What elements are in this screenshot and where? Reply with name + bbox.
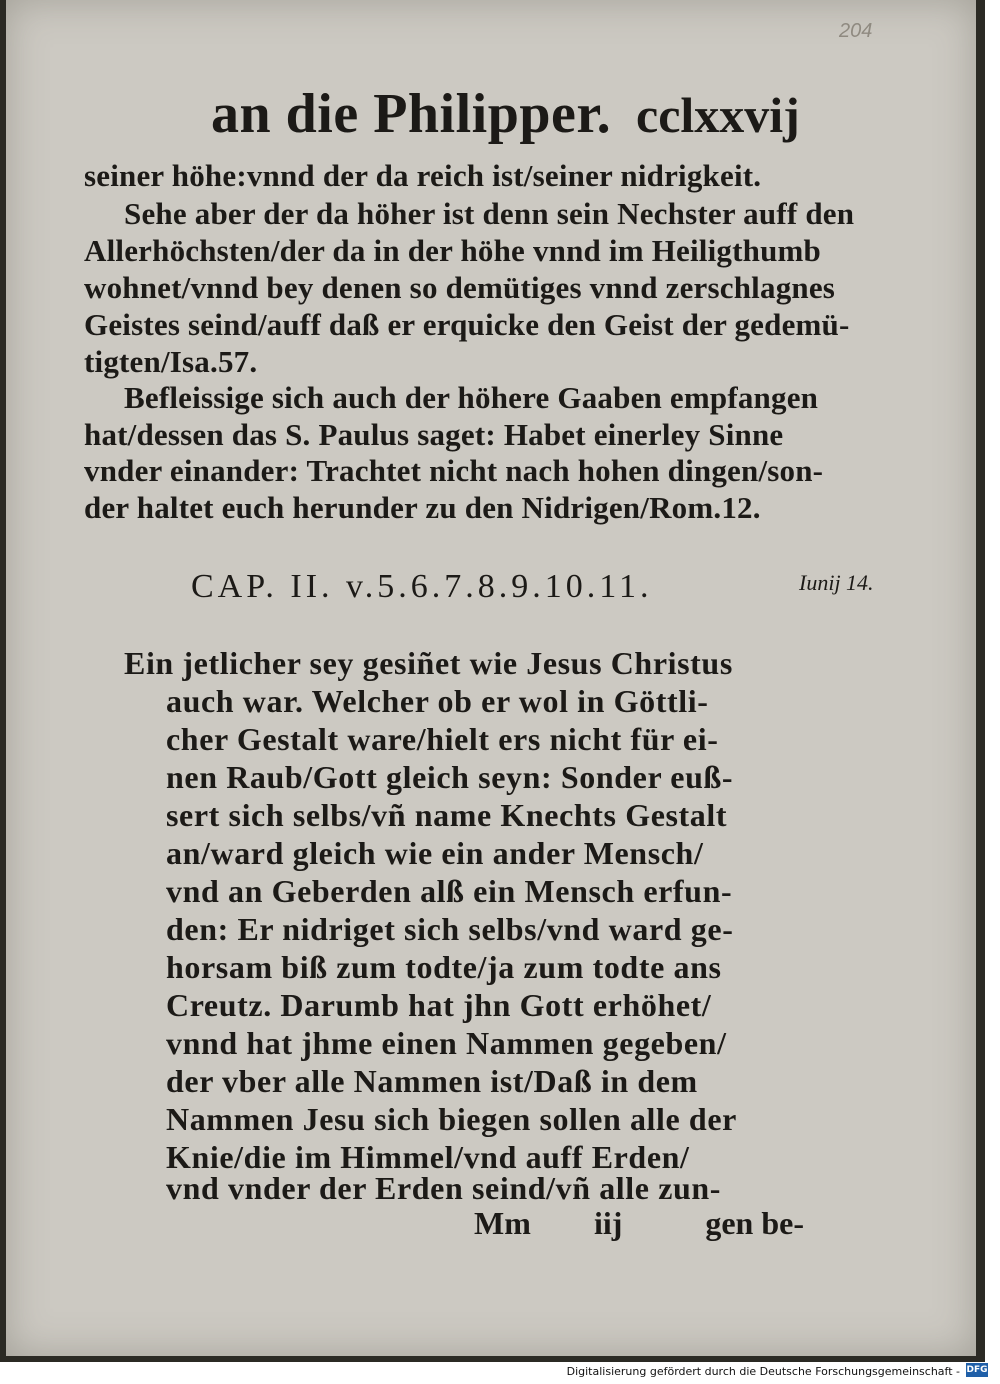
paragraph-line: der haltet euch herunder zu den Nidrigen/Rom.12. [84, 490, 761, 525]
verse-line: vnnd hat jhme einen Nammen gegeben/ [166, 1025, 727, 1061]
paragraph-line: wohnet/vnnd bey denen so demütiges vnnd zerschlagnes [84, 270, 836, 305]
verse-line: vnd vnder der Erden seind/vñ alle zun- [166, 1170, 722, 1206]
running-head-title: an die Philipper. [211, 83, 612, 145]
verse-line: vnd an Geberden alß ein Mensch erfun- [166, 873, 733, 909]
folio-number: cclxxvij [636, 87, 800, 143]
paragraph-line: Allerhöchsten/der da in der höhe vnnd im Heiligthumb [84, 233, 821, 268]
verse-line: sert sich selbs/vñ name Knechts Gestalt [166, 797, 728, 833]
verse-line: an/ward gleich wie ein ander Mensch/ [166, 835, 704, 871]
pencil-page-number: 204 [839, 20, 873, 42]
page-footer-line [474, 1205, 804, 1245]
verse-line: der vber alle Nammen ist/Daß in dem [166, 1063, 698, 1099]
verse-line: Creutz. Darumb hat jhn Gott erhöhet/ [166, 987, 712, 1023]
verse-line: auch war. Welcher ob er wol in Göttli- [166, 683, 709, 719]
verse-line: Ein jetlicher sey gesiñet wie Jesus Christus [124, 645, 733, 681]
paragraph-line: hat/dessen das S. Paulus saget: Habet einerley Sinne [84, 417, 784, 452]
margin-note: Iunij 14. [799, 570, 874, 595]
verse-line: horsam biß zum todte/ja zum todte ans [166, 949, 722, 985]
verse-line: nen Raub/Gott gleich seyn: Sonder euß- [166, 759, 734, 795]
paragraph-line: Sehe aber der da höher ist denn sein Nechster auff den [124, 196, 855, 231]
verse-line: cher Gestalt ware/hielt ers nicht für ei- [166, 721, 719, 757]
book-page [6, 0, 976, 1356]
dfg-logo-icon: DFG [966, 1365, 988, 1375]
signature-numeral: iij [594, 1205, 623, 1241]
paragraph-line: tigten/Isa.57. [84, 344, 258, 379]
paragraph-line: Geistes seind/auff daß er erquicke den Geist der gedemü- [84, 307, 850, 342]
chapter-heading: CAP. II. v.5.6.7.8.9.10.11. [191, 568, 653, 605]
verse-line: Knie/die im Himmel/vnd auff Erden/ [166, 1139, 690, 1175]
verse-line: Nammen Jesu sich biegen sollen alle der [166, 1101, 737, 1137]
catchword: gen be- [705, 1205, 804, 1241]
paragraph-line: vnder einander: Trachtet nicht nach hohen dingen/son- [84, 453, 824, 488]
paragraph-line: seiner höhe:vnnd der da reich ist/seiner nidrigkeit. [84, 158, 762, 193]
paragraph-line: Befleissige sich auch der höhere Gaaben empfangen [124, 380, 819, 415]
dfg-funding-notice: Digitalisierung gefördert durch die Deutsche Forschungsgemeinschaft - [566, 1365, 960, 1378]
verse-line: den: Er nidriget sich selbs/vnd ward ge- [166, 911, 734, 947]
signature-mark: Mm [474, 1205, 531, 1241]
